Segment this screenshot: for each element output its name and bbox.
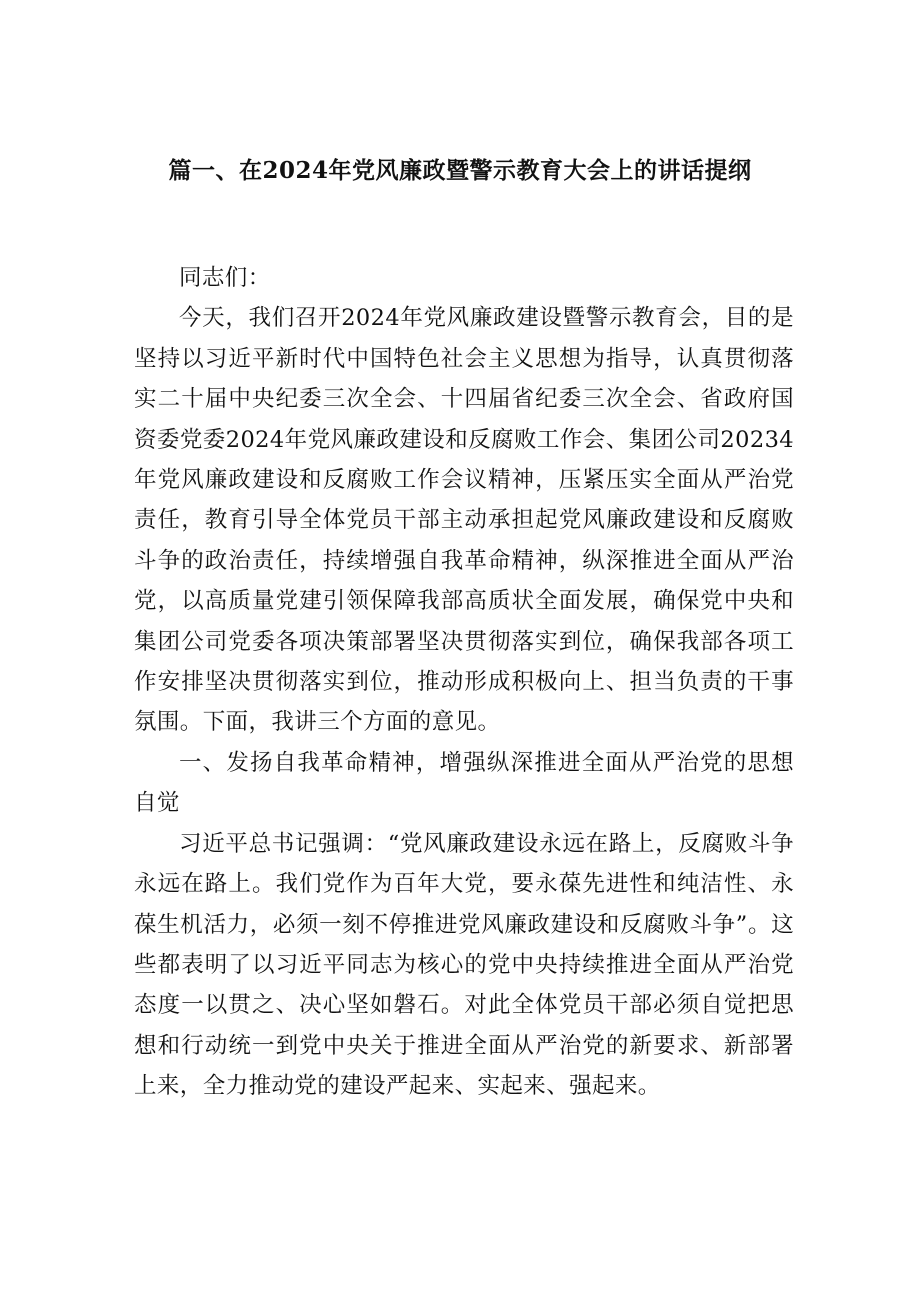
salutation: 同志们：: [179, 265, 271, 291]
intro-paragraph: 今天，我们召开2024年党风廉政建设暨警示教育会，目的是坚持以习近平新时代中国特色社会主义思想为指导，认真贯彻落实二十届中央纪委三次全会、十四届省纪委三次全会、省政府国资委党委2024年党风廉政建设和反腐败工作会、集团公司20234年党风廉政建设和反腐败工作会议精神，压紧压实全面从严治党责任，教育引导全体党员干部主动承担起党风廉政建设和反腐败斗争的政治责任，持续增强自我革命精神，纵深推进全面从严治党，以高质量党建引领保障我部高质状全面发展，确保党中央和集团公司党委各项决策部署坚决贯彻落实到位，确保我部各项工作安排坚决贯彻落实到位，推动形成积极向上、担当负责的干事氛围。下面，我讲三个方面的意见。: [134, 305, 794, 736]
section-heading-1: 一、发扬自我革命精神，增强纵深推进全面从严治党的思想自觉: [134, 749, 794, 817]
document-title: 篇一、在2024年党风廉政暨警示教育大会上的讲话提纲: [168, 157, 752, 184]
document-body: [134, 258, 794, 1107]
body-paragraph: 习近平总书记强调：“党风廉政建设永远在路上，反腐败斗争永远在路上。我们党作为百年大党，要永葆先进性和纯洁性、永葆生机活力，必须一刻不停推进党风廉政建设和反腐败斗争”。这些都表明了以习近平同志为核心的党中央持续推进全面从严治党态度一以贯之、决心坚如磐石。对此全体党员干部必须自觉把思想和行动统一到党中央关于推进全面从严治党的新要求、新部署上来，全力推动党的建设严起来、实起来、强起来。: [134, 830, 794, 1100]
